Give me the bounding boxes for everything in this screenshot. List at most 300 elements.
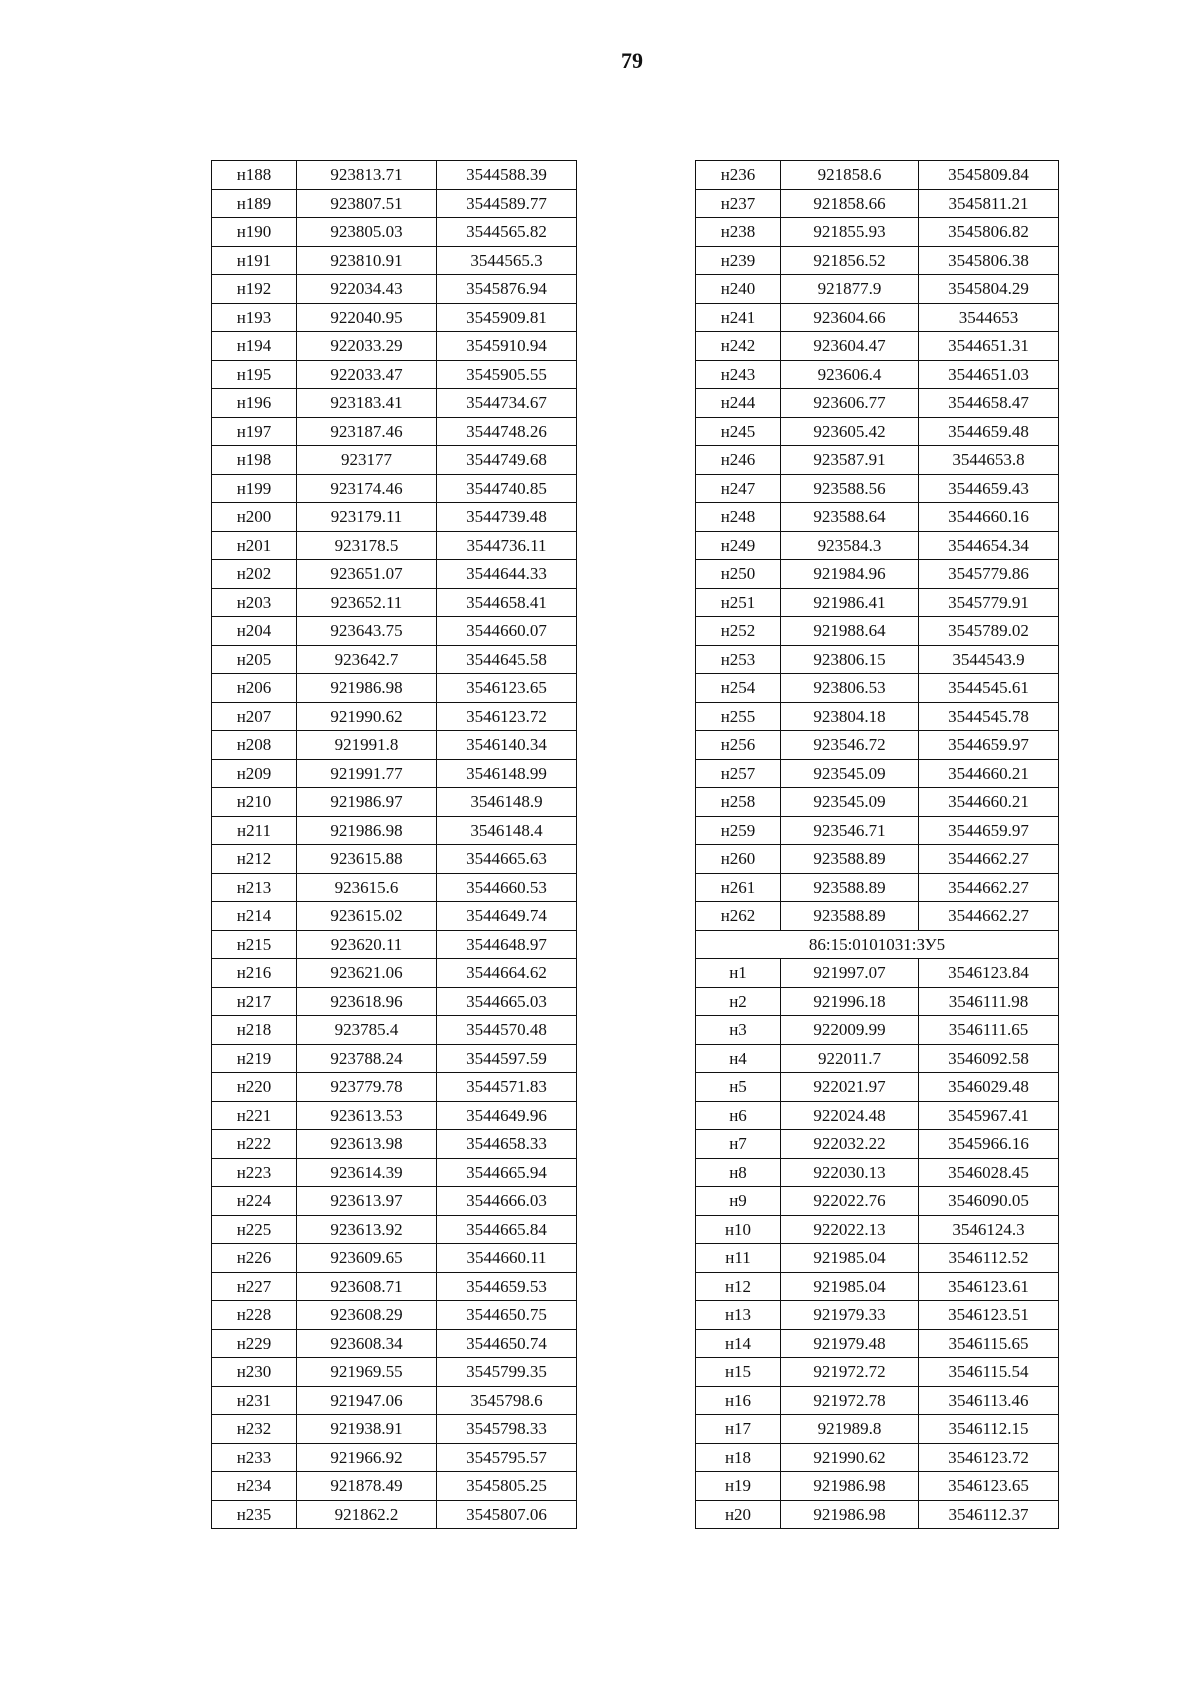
y-coordinate-cell: 3546112.52: [919, 1244, 1059, 1273]
point-id-cell: н236: [696, 161, 781, 190]
x-coordinate-cell: 923187.46: [297, 417, 437, 446]
x-coordinate-cell: 923779.78: [297, 1073, 437, 1102]
table-row: [696, 873, 1059, 902]
point-id-cell: н254: [696, 674, 781, 703]
y-coordinate-cell: 3544662.27: [919, 845, 1059, 874]
y-coordinate-cell: 3544660.11: [437, 1244, 577, 1273]
y-coordinate-cell: 3544660.21: [919, 788, 1059, 817]
y-coordinate-cell: 3544749.68: [437, 446, 577, 475]
y-coordinate-cell: 3545798.6: [437, 1386, 577, 1415]
point-id-cell: н240: [696, 275, 781, 304]
table-row: [696, 959, 1059, 988]
point-id-cell: н242: [696, 332, 781, 361]
y-coordinate-cell: 3546123.72: [437, 702, 577, 731]
x-coordinate-cell: 921969.55: [297, 1358, 437, 1387]
table-row: [212, 1130, 577, 1159]
x-coordinate-cell: 923620.11: [297, 930, 437, 959]
point-id-cell: н245: [696, 417, 781, 446]
x-coordinate-cell: 923588.89: [781, 902, 919, 931]
table-row: [212, 389, 577, 418]
x-coordinate-cell: 921988.64: [781, 617, 919, 646]
y-coordinate-cell: 3544748.26: [437, 417, 577, 446]
x-coordinate-cell: 923608.29: [297, 1301, 437, 1330]
y-coordinate-cell: 3544651.03: [919, 360, 1059, 389]
x-coordinate-cell: 923174.46: [297, 474, 437, 503]
y-coordinate-cell: 3546112.15: [919, 1415, 1059, 1444]
y-coordinate-cell: 3544543.9: [919, 645, 1059, 674]
y-coordinate-cell: 3544653.8: [919, 446, 1059, 475]
y-coordinate-cell: 3544648.97: [437, 930, 577, 959]
table-row: [212, 617, 577, 646]
x-coordinate-cell: 921986.97: [297, 788, 437, 817]
point-id-cell: н241: [696, 303, 781, 332]
point-id-cell: н224: [212, 1187, 297, 1216]
point-id-cell: н222: [212, 1130, 297, 1159]
x-coordinate-cell: 923613.53: [297, 1101, 437, 1130]
x-coordinate-cell: 923613.97: [297, 1187, 437, 1216]
y-coordinate-cell: 3545806.38: [919, 246, 1059, 275]
y-coordinate-cell: 3545789.02: [919, 617, 1059, 646]
y-coordinate-cell: 3544665.84: [437, 1215, 577, 1244]
x-coordinate-cell: 923613.92: [297, 1215, 437, 1244]
x-coordinate-cell: 921986.41: [781, 588, 919, 617]
table-row: [212, 1500, 577, 1529]
point-id-cell: н248: [696, 503, 781, 532]
table-row: [696, 218, 1059, 247]
point-id-cell: н255: [696, 702, 781, 731]
table-row: [696, 816, 1059, 845]
y-coordinate-cell: 3545966.16: [919, 1130, 1059, 1159]
point-id-cell: н251: [696, 588, 781, 617]
table-row: [696, 902, 1059, 931]
point-id-cell: н238: [696, 218, 781, 247]
x-coordinate-cell: 923588.89: [781, 845, 919, 874]
point-id-cell: н201: [212, 531, 297, 560]
y-coordinate-cell: 3545876.94: [437, 275, 577, 304]
y-coordinate-cell: 3544659.97: [919, 816, 1059, 845]
point-id-cell: н4: [696, 1044, 781, 1073]
y-coordinate-cell: 3544565.82: [437, 218, 577, 247]
y-coordinate-cell: 3544660.21: [919, 759, 1059, 788]
point-id-cell: н9: [696, 1187, 781, 1216]
table-row: [212, 759, 577, 788]
y-coordinate-cell: 3544645.58: [437, 645, 577, 674]
point-id-cell: н252: [696, 617, 781, 646]
point-id-cell: н214: [212, 902, 297, 931]
table-row: [212, 474, 577, 503]
y-coordinate-cell: 3545811.21: [919, 189, 1059, 218]
section-header-row: [696, 930, 1059, 959]
table-row: [696, 1187, 1059, 1216]
x-coordinate-cell: 923615.6: [297, 873, 437, 902]
x-coordinate-cell: 923615.88: [297, 845, 437, 874]
y-coordinate-cell: 3544565.3: [437, 246, 577, 275]
x-coordinate-cell: 923608.71: [297, 1272, 437, 1301]
x-coordinate-cell: 921986.98: [297, 816, 437, 845]
x-coordinate-cell: 923584.3: [781, 531, 919, 560]
table-row: [696, 588, 1059, 617]
point-id-cell: н208: [212, 731, 297, 760]
point-id-cell: н14: [696, 1329, 781, 1358]
table-row: [212, 987, 577, 1016]
x-coordinate-cell: 922022.13: [781, 1215, 919, 1244]
table-row: [212, 959, 577, 988]
table-row: [212, 446, 577, 475]
point-id-cell: н8: [696, 1158, 781, 1187]
point-id-cell: н196: [212, 389, 297, 418]
point-id-cell: н250: [696, 560, 781, 589]
table-row: [212, 674, 577, 703]
y-coordinate-cell: 3544658.41: [437, 588, 577, 617]
y-coordinate-cell: 3545905.55: [437, 360, 577, 389]
y-coordinate-cell: 3545909.81: [437, 303, 577, 332]
x-coordinate-cell: 922011.7: [781, 1044, 919, 1073]
table-row: [212, 1158, 577, 1187]
point-id-cell: н206: [212, 674, 297, 703]
x-coordinate-cell: 923810.91: [297, 246, 437, 275]
point-id-cell: н13: [696, 1301, 781, 1330]
point-id-cell: н194: [212, 332, 297, 361]
table-row: [696, 303, 1059, 332]
table-row: [696, 645, 1059, 674]
x-coordinate-cell: 921986.98: [781, 1500, 919, 1529]
point-id-cell: н211: [212, 816, 297, 845]
point-id-cell: н216: [212, 959, 297, 988]
point-id-cell: н226: [212, 1244, 297, 1273]
x-coordinate-cell: 923813.71: [297, 161, 437, 190]
table-row: [212, 332, 577, 361]
x-coordinate-cell: 923546.72: [781, 731, 919, 760]
x-coordinate-cell: 923179.11: [297, 503, 437, 532]
y-coordinate-cell: 3544658.33: [437, 1130, 577, 1159]
table-row: [212, 845, 577, 874]
y-coordinate-cell: 3544651.31: [919, 332, 1059, 361]
point-id-cell: н223: [212, 1158, 297, 1187]
point-id-cell: н233: [212, 1443, 297, 1472]
point-id-cell: н15: [696, 1358, 781, 1387]
table-row: [212, 930, 577, 959]
x-coordinate-cell: 922033.47: [297, 360, 437, 389]
y-coordinate-cell: 3546123.61: [919, 1272, 1059, 1301]
point-id-cell: н237: [696, 189, 781, 218]
point-id-cell: н213: [212, 873, 297, 902]
y-coordinate-cell: 3546111.65: [919, 1016, 1059, 1045]
point-id-cell: н230: [212, 1358, 297, 1387]
table-row: [696, 246, 1059, 275]
x-coordinate-cell: 921966.92: [297, 1443, 437, 1472]
y-coordinate-cell: 3544649.74: [437, 902, 577, 931]
table-row: [212, 1472, 577, 1501]
point-id-cell: н190: [212, 218, 297, 247]
point-id-cell: н188: [212, 161, 297, 190]
table-row: [212, 1101, 577, 1130]
table-row: [212, 1443, 577, 1472]
point-id-cell: н11: [696, 1244, 781, 1273]
x-coordinate-cell: 923642.7: [297, 645, 437, 674]
x-coordinate-cell: 921997.07: [781, 959, 919, 988]
point-id-cell: н1: [696, 959, 781, 988]
table-row: [696, 731, 1059, 760]
table-row: [696, 1272, 1059, 1301]
x-coordinate-cell: 921855.93: [781, 218, 919, 247]
y-coordinate-cell: 3546028.45: [919, 1158, 1059, 1187]
x-coordinate-cell: 921985.04: [781, 1272, 919, 1301]
point-id-cell: н205: [212, 645, 297, 674]
point-id-cell: н220: [212, 1073, 297, 1102]
point-id-cell: н3: [696, 1016, 781, 1045]
point-id-cell: н17: [696, 1415, 781, 1444]
x-coordinate-cell: 921991.8: [297, 731, 437, 760]
x-coordinate-cell: 921984.96: [781, 560, 919, 589]
coordinates-table-left: [211, 160, 577, 1529]
y-coordinate-cell: 3544740.85: [437, 474, 577, 503]
x-coordinate-cell: 921996.18: [781, 987, 919, 1016]
y-coordinate-cell: 3544659.48: [919, 417, 1059, 446]
point-id-cell: н258: [696, 788, 781, 817]
table-row: [696, 1158, 1059, 1187]
table-row: [696, 788, 1059, 817]
table-row: [212, 1187, 577, 1216]
x-coordinate-cell: 921991.77: [297, 759, 437, 788]
point-id-cell: н12: [696, 1272, 781, 1301]
x-coordinate-cell: 921985.04: [781, 1244, 919, 1273]
y-coordinate-cell: 3546092.58: [919, 1044, 1059, 1073]
point-id-cell: н203: [212, 588, 297, 617]
table-row: [212, 788, 577, 817]
x-coordinate-cell: 923788.24: [297, 1044, 437, 1073]
table-row: [696, 1244, 1059, 1273]
y-coordinate-cell: 3544659.43: [919, 474, 1059, 503]
x-coordinate-cell: 923546.71: [781, 816, 919, 845]
y-coordinate-cell: 3544665.94: [437, 1158, 577, 1187]
table-row: [212, 218, 577, 247]
point-id-cell: н204: [212, 617, 297, 646]
x-coordinate-cell: 923178.5: [297, 531, 437, 560]
y-coordinate-cell: 3545967.41: [919, 1101, 1059, 1130]
table-row: [212, 902, 577, 931]
y-coordinate-cell: 3544589.77: [437, 189, 577, 218]
x-coordinate-cell: 921989.8: [781, 1415, 919, 1444]
point-id-cell: н229: [212, 1329, 297, 1358]
x-coordinate-cell: 923613.98: [297, 1130, 437, 1159]
x-coordinate-cell: 923545.09: [781, 788, 919, 817]
table-row: [696, 1215, 1059, 1244]
x-coordinate-cell: 921972.78: [781, 1386, 919, 1415]
point-id-cell: н219: [212, 1044, 297, 1073]
y-coordinate-cell: 3546148.9: [437, 788, 577, 817]
x-coordinate-cell: 922034.43: [297, 275, 437, 304]
point-id-cell: н5: [696, 1073, 781, 1102]
table-row: [696, 759, 1059, 788]
point-id-cell: н221: [212, 1101, 297, 1130]
table-row: [696, 332, 1059, 361]
y-coordinate-cell: 3544659.53: [437, 1272, 577, 1301]
cadastral-number-header: 86:15:0101031:ЗУ5: [696, 930, 1059, 959]
table-row: [212, 1215, 577, 1244]
y-coordinate-cell: 3545779.91: [919, 588, 1059, 617]
y-coordinate-cell: 3545910.94: [437, 332, 577, 361]
x-coordinate-cell: 923806.53: [781, 674, 919, 703]
table-row: [212, 417, 577, 446]
x-coordinate-cell: 923609.65: [297, 1244, 437, 1273]
point-id-cell: н16: [696, 1386, 781, 1415]
point-id-cell: н253: [696, 645, 781, 674]
table-row: [696, 1443, 1059, 1472]
x-coordinate-cell: 921858.66: [781, 189, 919, 218]
y-coordinate-cell: 3546029.48: [919, 1073, 1059, 1102]
point-id-cell: н262: [696, 902, 781, 931]
point-id-cell: н239: [696, 246, 781, 275]
table-row: [212, 1301, 577, 1330]
table-row: [696, 1358, 1059, 1387]
y-coordinate-cell: 3544649.96: [437, 1101, 577, 1130]
point-id-cell: н257: [696, 759, 781, 788]
point-id-cell: н243: [696, 360, 781, 389]
table-row: [696, 1016, 1059, 1045]
x-coordinate-cell: 921938.91: [297, 1415, 437, 1444]
x-coordinate-cell: 923618.96: [297, 987, 437, 1016]
y-coordinate-cell: 3544660.16: [919, 503, 1059, 532]
y-coordinate-cell: 3544660.07: [437, 617, 577, 646]
y-coordinate-cell: 3544654.34: [919, 531, 1059, 560]
x-coordinate-cell: 921878.49: [297, 1472, 437, 1501]
x-coordinate-cell: 923807.51: [297, 189, 437, 218]
table-row: [696, 560, 1059, 589]
table-row: [212, 360, 577, 389]
point-id-cell: н234: [212, 1472, 297, 1501]
y-coordinate-cell: 3544644.33: [437, 560, 577, 589]
y-coordinate-cell: 3545809.84: [919, 161, 1059, 190]
x-coordinate-cell: 923588.64: [781, 503, 919, 532]
table-row: [212, 531, 577, 560]
y-coordinate-cell: 3544650.75: [437, 1301, 577, 1330]
table-row: [212, 503, 577, 532]
y-coordinate-cell: 3544658.47: [919, 389, 1059, 418]
x-coordinate-cell: 921990.62: [297, 702, 437, 731]
y-coordinate-cell: 3544545.78: [919, 702, 1059, 731]
table-row: [696, 446, 1059, 475]
table-row: [212, 1415, 577, 1444]
point-id-cell: н215: [212, 930, 297, 959]
point-id-cell: н260: [696, 845, 781, 874]
table-row: [696, 1329, 1059, 1358]
table-row: [696, 474, 1059, 503]
coordinates-table-right: [695, 160, 1059, 1529]
table-row: [212, 303, 577, 332]
x-coordinate-cell: 923177: [297, 446, 437, 475]
point-id-cell: н210: [212, 788, 297, 817]
x-coordinate-cell: 922032.22: [781, 1130, 919, 1159]
table-row: [696, 189, 1059, 218]
point-id-cell: н256: [696, 731, 781, 760]
x-coordinate-cell: 922030.13: [781, 1158, 919, 1187]
y-coordinate-cell: 3546123.84: [919, 959, 1059, 988]
table-row: [696, 1386, 1059, 1415]
point-id-cell: н244: [696, 389, 781, 418]
point-id-cell: н246: [696, 446, 781, 475]
y-coordinate-cell: 3544659.97: [919, 731, 1059, 760]
table-row: [696, 503, 1059, 532]
point-id-cell: н6: [696, 1101, 781, 1130]
x-coordinate-cell: 921986.98: [781, 1472, 919, 1501]
point-id-cell: н249: [696, 531, 781, 560]
x-coordinate-cell: 923606.4: [781, 360, 919, 389]
table-row: [696, 617, 1059, 646]
point-id-cell: н198: [212, 446, 297, 475]
x-coordinate-cell: 923805.03: [297, 218, 437, 247]
page-number: 79: [621, 48, 643, 73]
table-row: [696, 161, 1059, 190]
table-row: [212, 731, 577, 760]
point-id-cell: н218: [212, 1016, 297, 1045]
table-row: [696, 1044, 1059, 1073]
x-coordinate-cell: 921862.2: [297, 1500, 437, 1529]
y-coordinate-cell: 3546123.51: [919, 1301, 1059, 1330]
x-coordinate-cell: 923604.66: [781, 303, 919, 332]
point-id-cell: н235: [212, 1500, 297, 1529]
x-coordinate-cell: 921972.72: [781, 1358, 919, 1387]
x-coordinate-cell: 922021.97: [781, 1073, 919, 1102]
x-coordinate-cell: 921979.33: [781, 1301, 919, 1330]
table-row: [212, 1244, 577, 1273]
x-coordinate-cell: 921877.9: [781, 275, 919, 304]
point-id-cell: н261: [696, 873, 781, 902]
y-coordinate-cell: 3544664.62: [437, 959, 577, 988]
x-coordinate-cell: 923651.07: [297, 560, 437, 589]
table-row: [212, 1358, 577, 1387]
x-coordinate-cell: 922024.48: [781, 1101, 919, 1130]
x-coordinate-cell: 923604.47: [781, 332, 919, 361]
y-coordinate-cell: 3546123.65: [919, 1472, 1059, 1501]
table-row: [212, 1016, 577, 1045]
table-row: [212, 246, 577, 275]
y-coordinate-cell: 3546115.65: [919, 1329, 1059, 1358]
point-id-cell: н247: [696, 474, 781, 503]
y-coordinate-cell: 3546113.46: [919, 1386, 1059, 1415]
y-coordinate-cell: 3546148.99: [437, 759, 577, 788]
coordinates-table-left-body: [212, 161, 577, 1529]
table-row: [696, 1101, 1059, 1130]
table-row: [696, 1073, 1059, 1102]
point-id-cell: н202: [212, 560, 297, 589]
x-coordinate-cell: 922022.76: [781, 1187, 919, 1216]
x-coordinate-cell: 923785.4: [297, 1016, 437, 1045]
y-coordinate-cell: 3546123.65: [437, 674, 577, 703]
y-coordinate-cell: 3544650.74: [437, 1329, 577, 1358]
x-coordinate-cell: 921856.52: [781, 246, 919, 275]
point-id-cell: н209: [212, 759, 297, 788]
y-coordinate-cell: 3544597.59: [437, 1044, 577, 1073]
x-coordinate-cell: 921979.48: [781, 1329, 919, 1358]
point-id-cell: н18: [696, 1443, 781, 1472]
table-row: [696, 987, 1059, 1016]
x-coordinate-cell: 923614.39: [297, 1158, 437, 1187]
y-coordinate-cell: 3546148.4: [437, 816, 577, 845]
point-id-cell: н199: [212, 474, 297, 503]
y-coordinate-cell: 3545806.82: [919, 218, 1059, 247]
table-row: [212, 1386, 577, 1415]
x-coordinate-cell: 923621.06: [297, 959, 437, 988]
point-id-cell: н231: [212, 1386, 297, 1415]
table-row: [212, 588, 577, 617]
table-row: [212, 816, 577, 845]
point-id-cell: н259: [696, 816, 781, 845]
point-id-cell: н193: [212, 303, 297, 332]
point-id-cell: н197: [212, 417, 297, 446]
x-coordinate-cell: 921986.98: [297, 674, 437, 703]
y-coordinate-cell: 3544739.48: [437, 503, 577, 532]
y-coordinate-cell: 3546090.05: [919, 1187, 1059, 1216]
